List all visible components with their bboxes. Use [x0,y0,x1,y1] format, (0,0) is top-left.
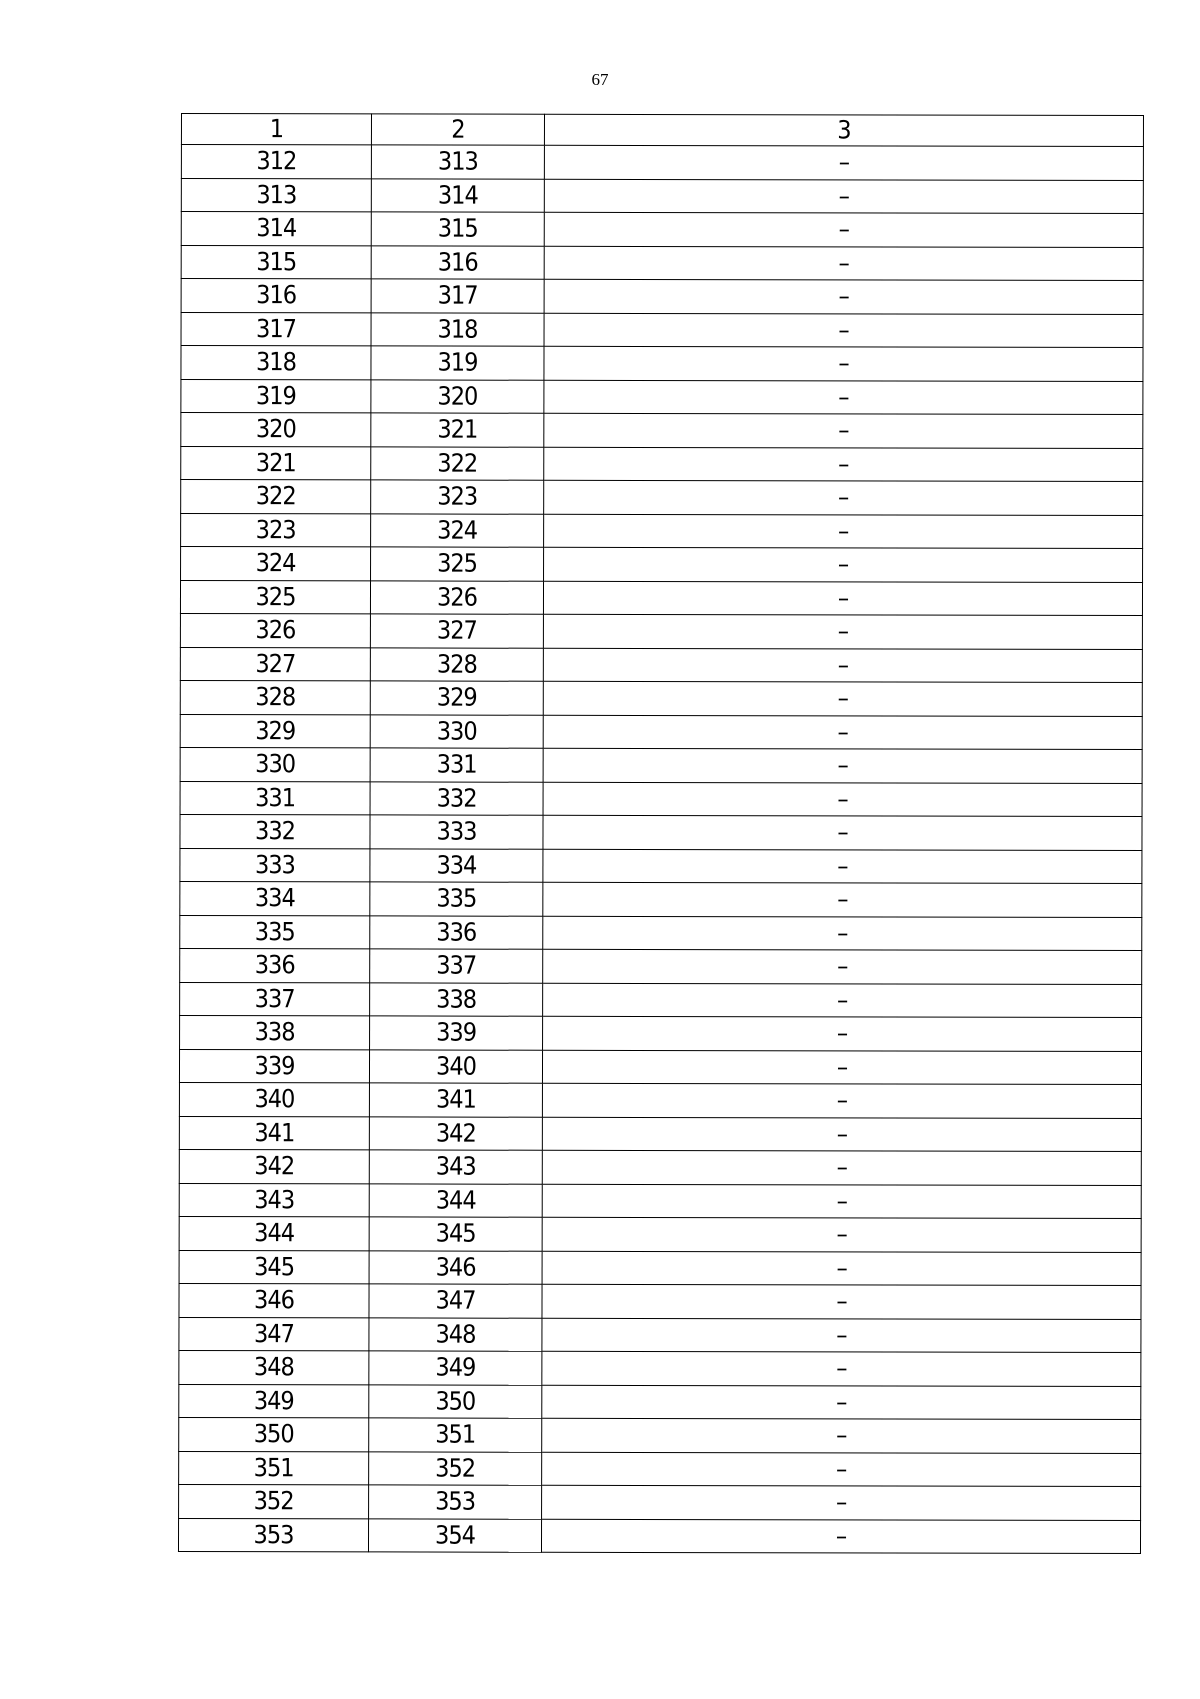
table-row [181,379,1143,415]
table-cell-col-1: 312 [181,145,371,179]
table-cell-col-2: 325 [371,547,544,581]
table-row [181,178,1143,214]
table-cell-col-1: 318 [181,346,371,380]
table-cell-col-1: 315 [181,245,371,279]
table-cell-col-3: – [542,1418,1141,1453]
table-cell-col-3: – [543,715,1142,750]
table-row [181,279,1143,315]
table-cell-col-3: – [542,1251,1141,1286]
table-cell-col-1: 325 [180,580,370,614]
table-cell-col-2: 345 [369,1217,542,1251]
table-cell-col-3: – [544,246,1143,281]
table-cell-col-2: 348 [369,1317,542,1351]
table-cell-col-3: – [544,413,1143,448]
table-cell-col-3: – [543,815,1142,850]
table-cell-col-2: 328 [370,647,543,681]
table-cell-col-1: 327 [180,647,370,681]
table-cell-col-2: 316 [371,245,544,279]
table-cell-col-2: 347 [369,1284,542,1318]
table-cell-col-3: – [542,1485,1141,1520]
column-header-1: 1 [181,114,371,145]
table-cell-col-2: 339 [370,1016,543,1050]
table-row [180,881,1142,917]
table-cell-col-3: – [544,279,1143,314]
table-row [180,781,1142,817]
table-cell-col-2: 341 [369,1083,542,1117]
table-cell-col-2: 342 [369,1116,542,1150]
table-cell-col-2: 326 [370,580,543,614]
table-cell-col-3: – [543,983,1142,1018]
table-cell-col-3: – [544,380,1143,415]
table-cell-col-2: 352 [369,1451,542,1485]
table-cell-col-1: 321 [181,446,371,480]
table-cell-col-3: – [543,849,1142,884]
table-row [181,245,1143,281]
table-row [181,346,1143,382]
table-cell-col-2: 315 [371,212,544,246]
table-row [179,1451,1141,1487]
page-number: 67 [591,70,609,89]
table-row [180,948,1142,984]
table-cell-col-1: 351 [179,1451,369,1485]
table-cell-col-2: 349 [369,1351,542,1385]
table-cell-col-1: 332 [180,814,370,848]
table-row [181,413,1143,449]
table-cell-col-3: – [543,681,1142,716]
table-cell-col-1: 346 [179,1283,369,1317]
table-cell-col-3: – [542,1050,1141,1085]
table-cell-col-3: – [543,949,1142,984]
table-row [181,446,1143,482]
table-cell-col-3: – [542,1385,1141,1420]
table-cell-col-2: 332 [370,781,543,815]
table-row [179,1283,1141,1319]
table-cell-col-1: 340 [179,1082,369,1116]
table-cell-col-2: 313 [371,145,544,179]
table-cell-col-1: 323 [181,513,371,547]
table-cell-col-1: 350 [179,1417,369,1451]
table-cell-col-2: 351 [369,1418,542,1452]
table-cell-col-1: 319 [181,379,371,413]
table-cell-col-2: 353 [369,1485,542,1519]
table-cell-col-3: – [544,547,1143,582]
table-cell-col-1: 347 [179,1317,369,1351]
column-header-3: 3 [544,114,1143,146]
table-cell-col-1: 326 [180,613,370,647]
table-cell-col-3: – [544,480,1143,515]
table-row [179,1082,1141,1118]
table-row [179,1049,1141,1085]
table-cell-col-3: – [542,1184,1141,1219]
table-row [180,714,1142,750]
table-cell-col-2: 329 [370,681,543,715]
table-cell-col-2: 323 [371,480,544,514]
table-cell-col-1: 348 [179,1350,369,1384]
table-row [180,680,1142,716]
table-row [181,547,1143,583]
table-cell-col-3: – [544,346,1143,381]
table-row [180,814,1142,850]
table-cell-col-1: 313 [181,178,371,212]
table-row [179,1149,1141,1185]
table-cell-col-3: – [542,1318,1141,1353]
table-cell-col-3: – [544,313,1143,348]
table-cell-col-1: 344 [179,1216,369,1250]
table-cell-col-1: 314 [181,212,371,246]
table-row [179,1384,1141,1420]
table-row [180,647,1142,683]
table-cell-col-2: 336 [370,915,543,949]
table-cell-col-2: 334 [370,848,543,882]
table-cell-col-3: – [542,1083,1141,1118]
table-cell-col-2: 330 [370,714,543,748]
table-row [179,1183,1141,1219]
column-header-2: 2 [371,114,544,145]
table-cell-col-3: – [543,782,1142,817]
table-row [181,145,1143,181]
table-row [179,1116,1141,1152]
table-row [180,580,1142,616]
table-cell-col-3: – [543,1016,1142,1051]
table-cell-col-3: – [543,614,1142,649]
table-row [180,747,1142,783]
table-cell-col-2: 337 [370,949,543,983]
table-cell-col-3: – [544,145,1143,180]
table-row [180,1015,1142,1051]
table-cell-col-1: 335 [180,915,370,949]
table-row [179,1350,1141,1386]
table-row [179,1216,1141,1252]
table-cell-col-3: – [542,1117,1141,1152]
table-cell-col-2: 344 [369,1183,542,1217]
table-cell-col-1: 334 [180,881,370,915]
table-cell-col-1: 329 [180,714,370,748]
table-cell-col-1: 333 [180,848,370,882]
table-cell-col-2: 321 [371,413,544,447]
table-cell-col-3: – [543,648,1142,683]
table-cell-col-2: 331 [370,748,543,782]
table-cell-col-3: – [543,882,1142,917]
table-cell-col-1: 337 [180,982,370,1016]
table-cell-col-3: – [543,581,1142,616]
table-cell-col-1: 328 [180,680,370,714]
table-cell-col-2: 338 [370,982,543,1016]
table-cell-col-3: – [543,748,1142,783]
data-table [178,113,1144,1554]
table-row [179,1317,1141,1353]
table-cell-col-2: 340 [369,1049,542,1083]
table-body [178,145,1143,1554]
table-cell-col-1: 345 [179,1250,369,1284]
table-cell-col-2: 335 [370,882,543,916]
table-cell-col-1: 339 [179,1049,369,1083]
table-cell-col-1: 331 [180,781,370,815]
table-cell-col-2: 317 [371,279,544,313]
table-cell-col-2: 314 [371,178,544,212]
table-cell-col-1: 320 [181,413,371,447]
table-header-row [181,114,1143,147]
table-cell-col-1: 336 [180,948,370,982]
table-row [179,1417,1141,1453]
table-cell-col-2: 322 [371,446,544,480]
table-cell-col-2: 346 [369,1250,542,1284]
table-cell-col-1: 349 [179,1384,369,1418]
table-row [180,613,1142,649]
table-cell-col-3: – [544,514,1143,549]
table-cell-col-2: 324 [371,513,544,547]
table-cell-col-2: 327 [370,614,543,648]
table-cell-col-3: – [541,1519,1140,1554]
table-row [179,1484,1141,1520]
table-cell-col-1: 317 [181,312,371,346]
table-cell-col-1: 343 [179,1183,369,1217]
table-cell-col-1: 322 [181,480,371,514]
table-cell-col-1: 338 [180,1015,370,1049]
table-row [181,513,1143,549]
table-cell-col-1: 316 [181,279,371,313]
table-cell-col-3: – [542,1150,1141,1185]
table-cell-col-1: 341 [179,1116,369,1150]
table-cell-col-3: – [542,1351,1141,1386]
table-cell-col-2: 318 [371,312,544,346]
table-row [181,480,1143,516]
table-cell-col-1: 353 [178,1518,368,1552]
table-row [178,1518,1140,1554]
table-cell-col-3: – [544,212,1143,247]
table-cell-col-2: 354 [368,1518,541,1552]
table-cell-col-3: – [542,1284,1141,1319]
table-cell-col-2: 333 [370,815,543,849]
table-cell-col-3: – [542,1217,1141,1252]
table-row [181,312,1143,348]
table-row [181,212,1143,248]
table-cell-col-3: – [543,916,1142,951]
table-row [180,848,1142,884]
table-row [179,1250,1141,1286]
table-cell-col-1: 352 [179,1484,369,1518]
table-cell-col-3: – [542,1452,1141,1487]
table-cell-col-1: 324 [181,547,371,581]
table-cell-col-1: 342 [179,1149,369,1183]
table-row [180,915,1142,951]
table-cell-col-3: – [544,179,1143,214]
table-cell-col-2: 319 [371,346,544,380]
table-cell-col-3: – [544,447,1143,482]
table-cell-col-2: 320 [371,379,544,413]
table-cell-col-1: 330 [180,747,370,781]
table-row [180,982,1142,1018]
table-cell-col-2: 350 [369,1384,542,1418]
table-cell-col-2: 343 [369,1150,542,1184]
